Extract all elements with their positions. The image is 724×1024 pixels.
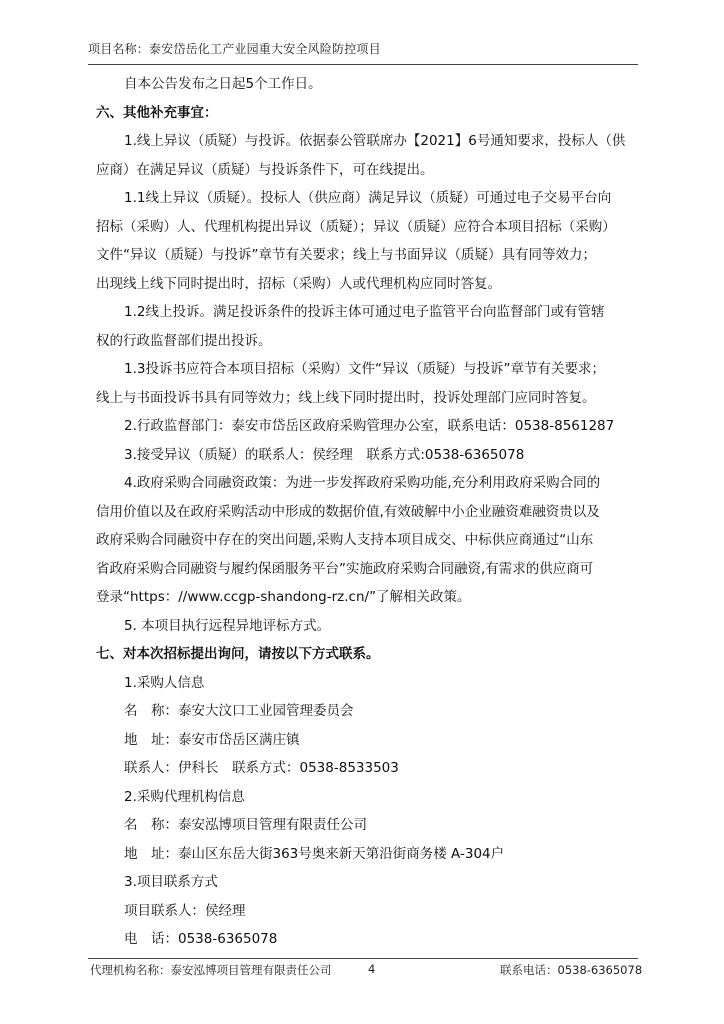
body-line: 1.采购人信息 <box>124 674 205 691</box>
footer-agency: 代理机构名称：泰安泓博项目管理有限责任公司 <box>90 963 332 977</box>
footer-phone: 联系电话：0538-6365078 <box>500 963 643 977</box>
body-line: 政府采购合同融资中存在的突出问题,采购人支持本项目成交、中标供应商通过“山东 <box>96 532 594 548</box>
body-line: 出现线上线下同时提出时，招标（采购）人或代理机构应同时答复。 <box>96 275 501 292</box>
body-line: 3.接受异议（质疑）的联系人：侯经理 联系方式:0538-6365078 <box>124 446 525 463</box>
body-line: 名 称：泰安泓博项目管理有限责任公司 <box>124 817 367 833</box>
body-line: 1.1线上异议（质疑）。投标人（供应商）满足异议（质疑）可通过电子交易平台向 <box>124 190 612 206</box>
body-line: 文件“异议（质疑）与投诉”章节有关要求；线上与书面异议（质疑）具有同等效力； <box>96 247 596 263</box>
footer-divider <box>88 958 638 959</box>
body-line: 招标（采购）人、代理机构提出异议（质疑）；异议（质疑）应符合本项目招标（采购） <box>96 218 616 235</box>
body-line: 项目联系人：侯经理 <box>124 902 246 919</box>
page-header: 项目名称：泰安岱岳化工产业园重大安全风险防控项目 <box>88 42 381 56</box>
body-line: 名 称：泰安大汶口工业园管理委员会 <box>124 703 354 719</box>
header-divider <box>88 64 638 65</box>
body-line: 2.采购代理机构信息 <box>124 788 245 805</box>
body-line: 4.政府采购合同融资政策：为进一步发挥政府采购功能,充分利用政府采购合同的 <box>124 475 601 491</box>
body-line: 地 址：泰山区东岳大街363号奥来新天第沿街商务楼 A-304户 <box>124 845 505 862</box>
document-body <box>96 70 644 954</box>
body-line: 权的行政监督部们提出投诉。 <box>96 332 272 349</box>
section-heading: 七、对本次招标提出询问，请按以下方式联系。 <box>96 646 380 662</box>
body-line: 应商）在满足异议（质疑）与投诉条件下，可在线提出。 <box>96 161 434 178</box>
body-line: 1.2线上投诉。满足投诉条件的投诉主体可通过电子监管平台向监督部门或有管辖 <box>124 304 605 320</box>
body-line: 省政府采购合同融资与履约保函服务平台”实施政府采购合同融资,有需求的供应商可 <box>96 560 594 577</box>
page-number: 4 <box>368 962 376 976</box>
body-line: 电 话：0538-6365078 <box>124 931 278 947</box>
body-line: 3.项目联系方式 <box>124 874 218 890</box>
body-line: 信用价值以及在政府采购活动中形成的数据价值,有效破解中小企业融资难融资贵以及 <box>96 503 600 520</box>
body-line: 5. 本项目执行远程异地评标方式。 <box>124 617 331 634</box>
body-line: 线上与书面投诉书具有同等效力；线上线下同时提出时，投诉处理部门应同时答复。 <box>96 389 596 406</box>
body-line: 自本公告发布之日起5个工作日。 <box>124 76 322 92</box>
body-line: 2.行政监督部门：泰安市岱岳区政府采购管理办公室，联系电话：0538-8561287 <box>124 418 615 434</box>
body-line: 地 址：泰安市岱岳区满庄镇 <box>124 731 300 748</box>
body-line: 登录“https：//www.ccgp-shandong-rz.cn/”了解相关政策。 <box>96 589 471 605</box>
body-line: 1.3投诉书应符合本项目招标（采购）文件“异议（质疑）与投诉”章节有关要求； <box>124 361 605 377</box>
body-line: 联系人：伊科长 联系方式：0538-8533503 <box>124 760 399 776</box>
section-heading: 六、其他补充事宜： <box>96 104 218 121</box>
body-line: 1.线上异议（质疑）与投诉。依据泰公管联席办【2021】6号通知要求，投标人（供 <box>124 133 626 149</box>
